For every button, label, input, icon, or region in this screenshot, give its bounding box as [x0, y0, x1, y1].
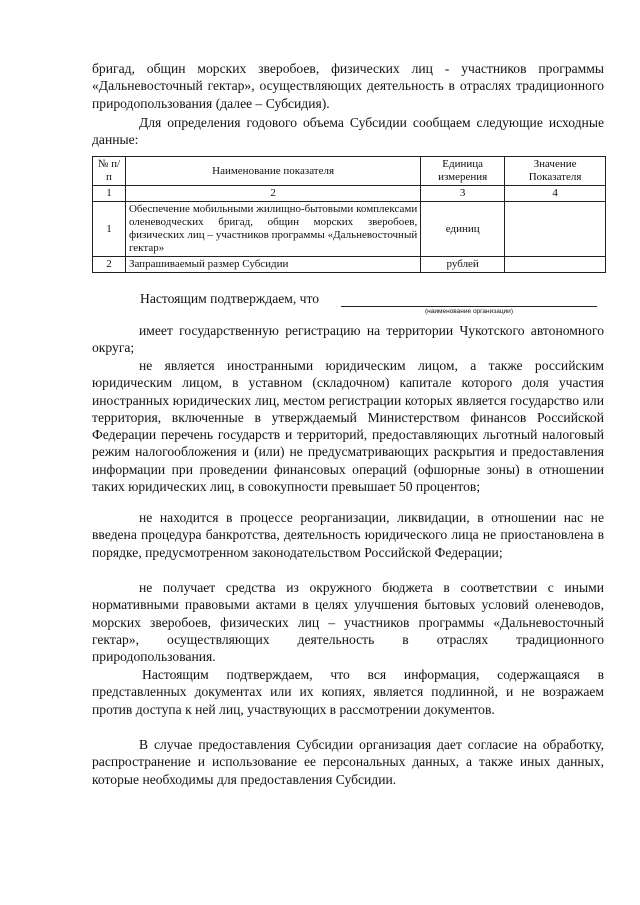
consent-paragraph: В случае предоставления Субсидии организация дает согласие на обработку, распространение и использование ее персональных данных, а также иных данных, которые необходимы для предоставления Субсидии. [92, 737, 604, 787]
row-indicator-name: Запрашиваемый размер Субсидии [125, 257, 420, 273]
row-value-cell[interactable] [505, 202, 606, 257]
header-unit: Единица измерения [421, 157, 505, 186]
row-number: 2 [93, 257, 126, 273]
table-row [93, 257, 606, 273]
row-indicator-name: Обеспечение мобильными жилищно-бытовыми комплексами оленеводческих бригад, общин морских зверобоев, физических лиц – участников программы «Дальневосточный гектар» [125, 202, 420, 257]
organization-name-field[interactable] [341, 306, 597, 307]
table-header-row [93, 157, 606, 186]
column-number-3: 3 [421, 186, 505, 202]
request-paragraph: Для определения годового объема Субсидии сообщаем следующие исходные данные: [92, 115, 604, 148]
column-number-1: 1 [93, 186, 126, 202]
header-number: № п/п [93, 157, 126, 186]
budget-funds-paragraph: не получает средства из окружного бюджета в соответствии с иными нормативными правовыми актами в целях улучшения бытовых условий оленеводов, морских зверобоев, физических лиц – участников программы «Дальневосточный гектар», осуществляющих деятельность в отраслях традиционного природопользования. [92, 580, 604, 665]
row-unit: единиц [421, 202, 505, 257]
intro-paragraph: бригад, общин морских зверобоев, физических лиц - участников программы «Дальневосточный гектар», осуществляющих деятельность в отраслях традиционного природопользования (далее – Субсидия). [92, 61, 604, 111]
header-indicator-name: Наименование показателя [125, 157, 420, 186]
row-value-cell[interactable] [505, 257, 606, 273]
row-number: 1 [93, 202, 126, 257]
foreign-entity-paragraph: не является иностранными юридическим лицом, а также российским юридическим лицом, в уставном (складочном) капитале которого доля участия иностранных юридических лиц, местом регистрации которых является государство или территория, включенные в утверждаемый Министерством финансов Российской Федерации перечень государств и территорий, предоставляющих льготный налоговый режим налогообложения и (или) не предусматривающих раскрытия и предоставления информации при проведении финансовых операций (офшорные зоны) в отношении таких юридических лиц, в совокупности превышает 50 процентов; [92, 358, 604, 495]
column-number-4: 4 [505, 186, 606, 202]
registration-paragraph: имеет государственную регистрацию на территории Чукотского автономного округа; [92, 323, 604, 356]
table-column-numbers-row [93, 186, 606, 202]
row-unit: рублей [421, 257, 505, 273]
organization-name-caption: (наименование организации) [425, 308, 513, 315]
confirmation-lead: Настоящим подтверждаем, что [140, 291, 320, 306]
reorganization-paragraph: не находится в процессе реорганизации, ликвидации, в отношении нас не введена процедура банкротства, деятельность юридического лица не приостановлена в порядке, предусмотренном законодательством Российской Федерации; [92, 510, 604, 560]
column-number-2: 2 [125, 186, 420, 202]
indicators-table [92, 156, 606, 273]
table-row [93, 202, 606, 257]
header-value: Значение Показателя [505, 157, 606, 186]
authenticity-paragraph: Настоящим подтверждаем, что вся информация, содержащаяся в представленных документах или их копиях, является подлинной, и не возражаем против доступа к ней лиц, участвующих в рассмотрении документов. [92, 667, 604, 717]
